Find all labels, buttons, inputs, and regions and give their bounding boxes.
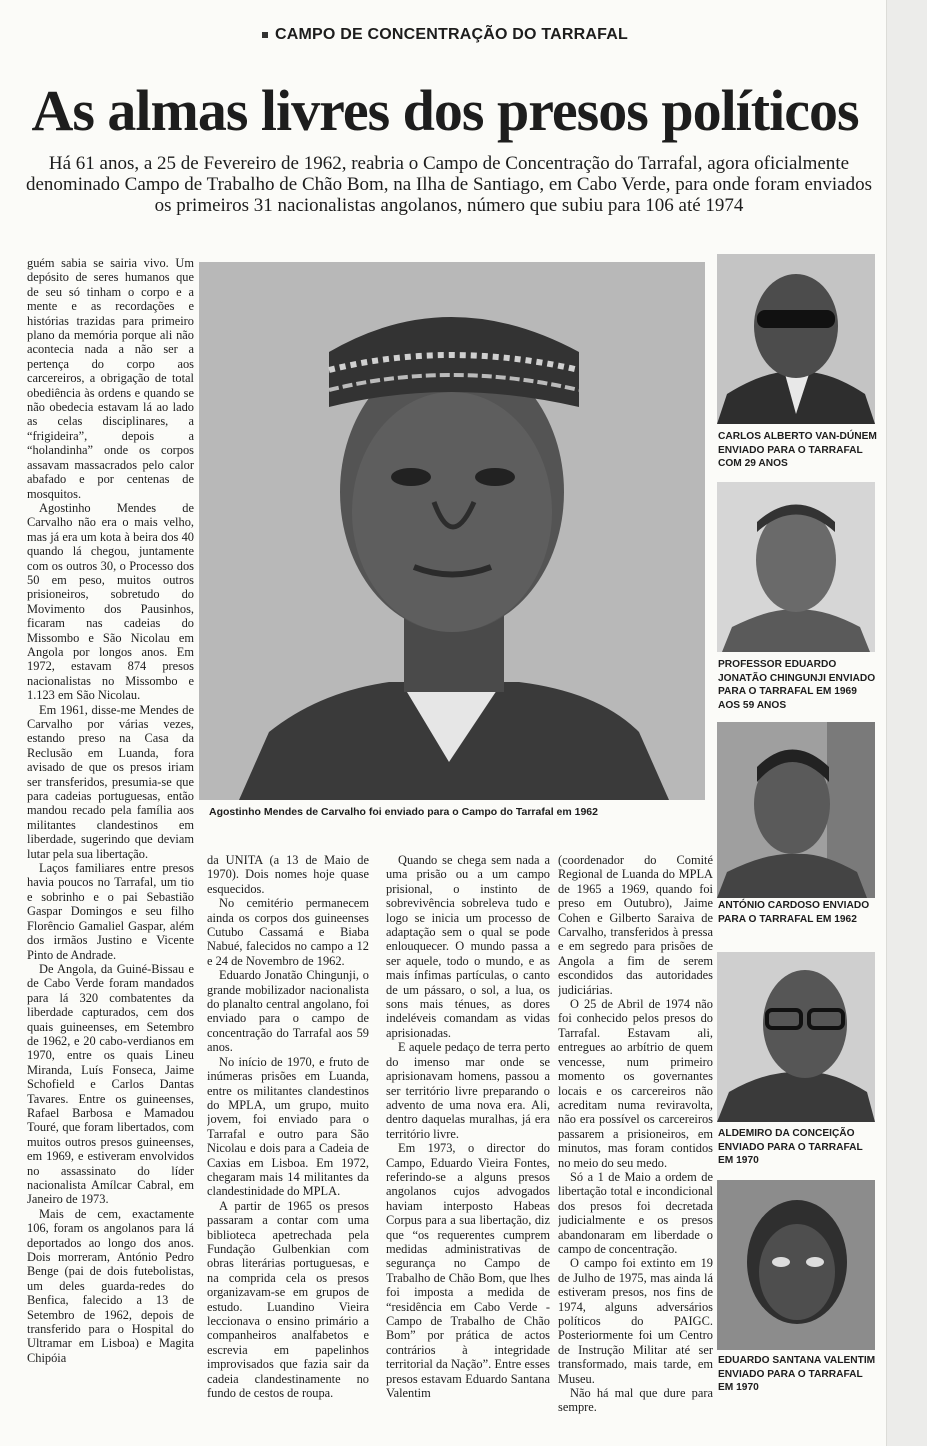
section-kicker [0,26,890,44]
portrait-illustration [717,254,875,424]
paragraph: A partir de 1965 os presos passaram a contar com uma biblioteca apetrechada pela Fundação Gulbenkian com obras literárias portuguesas, e na comprida cela os presos organizavam-se em grupos de estudo. Luandino Vieira leccionava o ensino primário a companheiros analfabetos e escrevia em papelinhos improvisados que fazia sair da cadeia clandestinamente no fundo de cestos de roupa. [207,1198,369,1401]
paragraph: da UNITA (a 13 de Maio de 1970). Dois nomes hoje quase esquecidos. [207,853,369,896]
paragraph: E aquele pedaço de terra perto do imenso mar onde se aprisionavam homens, passou a ser território livre preparando o advento de uma nova era. Ali, dentro daquelas muralhas, já era território livre. [386,1040,550,1141]
paragraph: Em 1973, o director do Campo, Eduardo Vieira Fontes, referindo-se a alguns presos angolanos cujos advogados haviam interposto Habeas Corpus para a sua libertação, diz que “os requerentes cumprem medidas administrativas de segurança no Campo de Trabalho de Chão Bom, que lhes foi imposta a medida de “residência em Cabo Verde - Campo de Trabalho de Chão Bom” por prática de actos contrários à integridade territorial da Nação”. Entre esses presos estavam Eduardo Santana Valentim [386,1141,550,1401]
paragraph: De Angola, da Guiné-Bissau e de Cabo Verde foram mandados para lá 320 combatentes da liberdade capturados, cem dos quais guineenses, em Setembro de 1962, e 20 cabo-verdianos em 1970, entre os quais Lineu Miranda, Luís Fonseca, Jaime Schofield e Carlos Dantas Tavares. Entre os guineenses, Rafael Barbosa e Mamadou Touré, que foram libertados, com muitos outros presos guineenses, em 1969, e estiveram envolvidos no assassinato do líder nacionalista Amílcar Cabral, em Janeiro de 1973. [27,961,194,1207]
side-caption-5: EDUARDO SANTANA VALENTIM ENVIADO PARA O TARRAFAL EM 1970 [718,1355,876,1393]
paragraph: Laços familiares entre presos havia poucos no Tarrafal, um tio e sobrinho e o pai Sebastião Gaspar Domingos e seu filho Florêncio Gamaliel Gaspar, além dos irmãos Justino e Vicente Pinto de Andrade. [27,861,194,962]
side-caption-1: CARLOS ALBERTO VAN-DÚNEM ENVIADO PARA O TARRAFAL COM 29 ANOS [718,431,877,469]
paragraph: guém sabia se sairia vivo. Um depósito de seres humanos que de seu só tinham o corpo e a mente e as recordações e histórias trazidas para primeiro plano da memória porque ali não acontecia nada a não ser a pertença do corpo aos carcereiros, a obrigação de total obediência às ordens e quando se não obedecia estavam lá ao lado as celas disciplinares, a “frigideira”, depois a “holandinha” onde os corpos assavam massacrados pelo calor abafado e por centenas de mosquitos. [27,256,194,501]
paragraph: No cemitério permanecem ainda os corpos dos guineenses Cutubo Cassamá e Biaba Nabué, falecidos no campo a 12 e 24 de Novembro de 1962. [207,896,369,968]
portrait-illustration [717,482,875,652]
portrait-illustration [717,952,875,1122]
side-photo-aldemiro [717,952,875,1122]
side-photo-chingunji [717,482,875,652]
paragraph: Agostinho Mendes de Carvalho não era o mais velho, mas já era um kota à beira dos 40 quando lá chegou, juntamente com os outros 30, o Processo dos 50 em peso, muitos outros prisioneiros, sobretudo do Movimento dos Pausinhos, ficaram nas cadeias do Missombo e São Nicolau em Angola por longos anos. Em 1972, estavam 874 presos nacionalistas no Missombo e 1.123 em São Nicolau. [27,500,194,703]
paragraph: No início de 1970, e fruto de inúmeras prisões em Luanda, entre os militantes clandestinos do MPLA, um grupo, muito jovem, foi enviado para o Tarrafal e outro para São Nicolau e dois para a Cadeia de Caxias em Lisboa. Em 1972, chegaram mais 14 militantes da clandestinidade do MPLA. [207,1054,369,1199]
side-caption-2: PROFESSOR EDUARDO JONATÃO CHINGUNJI ENVIADO PARA O TARRAFAL EM 1969 AOS 59 ANOS [718,659,876,711]
side-caption-4: ALDEMIRO DA CONCEIÇÃO ENVIADO PARA O TARRAFAL EM 1970 [718,1128,863,1166]
main-photo-portrait [199,262,705,800]
paragraph: Em 1961, disse-me Mendes de Carvalho por várias vezes, estando preso na Casa da Reclusão em Luanda, fora avisado de que os presos iriam ser transferidos, presumia-se que para cadeias portuguesas, então mandou recado pela família aos militantes clandestinos em liberdade, sugerindo que deviam lutar pela sua libertação. [27,702,194,861]
paragraph: Quando se chega sem nada a uma prisão ou a um campo prisional, o instinto de sobrevivência sobreleva tudo e logo se inicia um processo de adaptação sem o qual se pode enlouquecer. O mundo passa a ser aquele, todo o mundo, e as mais ínfimas partículas, o canto de um pássaro, o sol, a lua, os sons mais ténues, as dores indeléveis comandam as vidas aprisionadas. [386,853,550,1040]
paragraph: Mais de cem, exactamente 106, foram os angolanos para lá deportados ao longo dos anos. Dois morreram, António Pedro Benge (pai de dois futebolistas, um deles guarda-redes do Benfica, falecido a 13 de Setembro de 1962, depois de transferido para o Hospital do Ultramar em Lisboa) e Magita Chipóia [27,1206,194,1365]
article-column-4 [558,853,713,1423]
page-edge [886,0,927,1446]
paragraph: Não há mal que dure para sempre. [558,1386,713,1415]
bullet-square-icon [262,32,268,38]
paragraph: O campo foi extinto em 19 de Julho de 1975, mas ainda lá estiveram presos, nos fins de 1974, alguns adversários políticos do PAIGC. Posteriormente foi um Centro de Instrução Militar até ser transformado, mais tarde, em Museu. [558,1256,713,1386]
article-column-2 [207,853,369,1423]
paragraph: Só a 1 de Maio a ordem de libertação total e incondicional dos presos foi decretada judicialmente e os presos abandonaram em liberdade o campo de concentração. [558,1169,713,1256]
main-photo-caption: Agostinho Mendes de Carvalho foi enviado para o Campo do Tarrafal em 1962 [209,806,598,818]
side-photo-van-dunem [717,254,875,424]
article-column-1 [27,256,194,1424]
lead-paragraph: Há 61 anos, a 25 de Fevereiro de 1962, reabria o Campo de Concentração do Tarrafal, agora oficialmente denominado Campo de Trabalho de Chão Bom, na Ilha de Santiago, em Cabo Verde, para onde foram enviados os primeiros 31 nacionalistas angolanos, número que subiu para 106 até 1974 [25,153,872,216]
paragraph: Eduardo Jonatão Chingunji, o grande mobilizador nacionalista do planalto central angolano, foi enviado para o campo de concentração do Tarrafal aos 59 anos. [207,968,369,1055]
paragraph: O 25 de Abril de 1974 não foi conhecido pelos presos do Tarrafal. Estavam ali, entregues ao arbítrio de quem vencesse, num primeiro momento os governantes locais e os carcereiros não acreditam numa reviravolta, não era possível os carcereiros passarem a prisioneiros, em minutos, mas foram contidos no meio do seu medo. [558,997,713,1170]
portrait-illustration [199,262,705,800]
article-column-3 [386,853,550,1423]
paragraph: (coordenador do Comité Regional de Luanda do MPLA de 1965 a 1969, quando foi preso em Outubro), Jaime Cohen e Gilberto Saraiva de Carvalho, transferidos à pressa e em segredo para prisões de Angola a fim de serem escondidos das autoridades judiciárias. [558,853,713,997]
section-label: CAMPO DE CONCENTRAÇÃO DO TARRAFAL [275,26,628,43]
side-caption-3: ANTÓNIO CARDOSO ENVIADO PARA O TARRAFAL EM 1962 [718,900,870,925]
side-photo-santana-valentim [717,1180,875,1350]
portrait-illustration [717,1180,875,1350]
portrait-illustration [717,722,875,898]
headline: As almas livres dos presos políticos [31,78,859,143]
side-photo-antonio-cardoso [717,722,875,898]
